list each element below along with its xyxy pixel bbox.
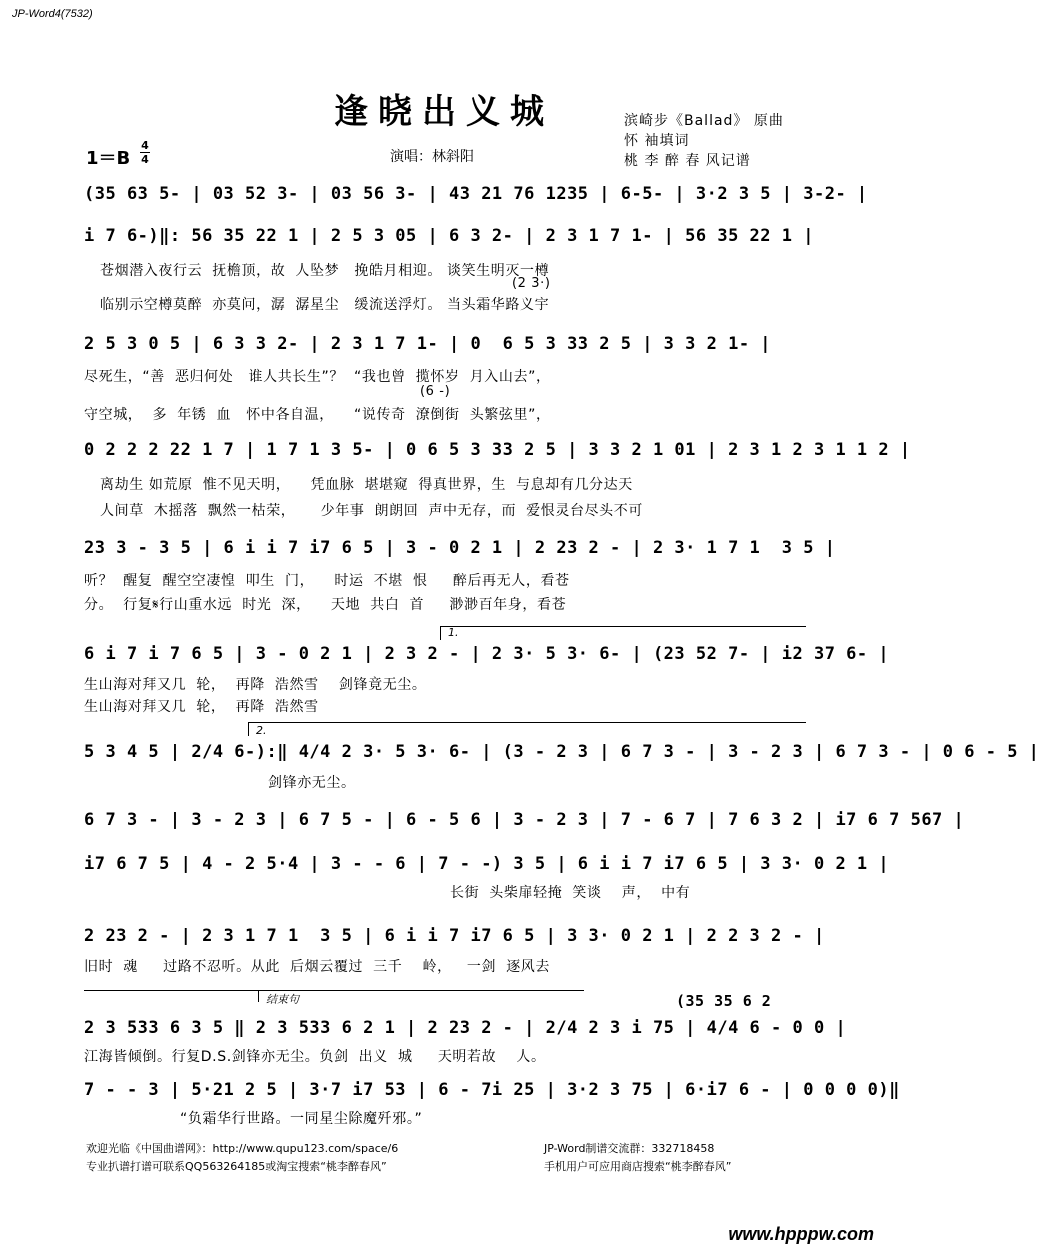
lyric-4-verse1: 离劫生 如荒原 惟不见天明， 凭血脉 堪堪窥 得真世界，生 与息却有几分达天: [100, 477, 633, 493]
second-ending-bracket-left: [248, 722, 249, 736]
lyric-5-verse2: 分。 行复𝄋行山重水远 时光 深， 天地 共白 首 渺渺百年身，看苍: [84, 597, 567, 613]
notation-line-8: 6 7 3 - | 3 - 2 3 | 6 7 5 - | 6 - 5 6 | 3 - 2 3 | 7 - 6 7 | 7 6 3 2 | i7 6 7 567 |: [84, 810, 965, 830]
lyric-2-verse1: 苍烟潜入夜行云 抚檐顶，故 人坠梦 挽皓月相迎。 谈笑生明灭一樽: [100, 263, 550, 279]
credit-lyricist: 怀 袖填词: [624, 133, 690, 149]
lyric-3-verse1: 尽死生，“善 恶归何处 谁人共长生”？ “我也曾 揽怀岁 月入山去”，: [84, 369, 551, 385]
key-signature: 1＝B: [86, 148, 131, 169]
coda-bracket-mark: [258, 990, 259, 1002]
notation-line-2: i 7 6-)‖: 56 35 22 1 | 2 5 3 05 | 6 3 2- | 2 3 1 7 1- | 56 35 22 1 |: [84, 226, 814, 246]
lyric-10: 旧时 魂 过路不忍听。从此 后烟云覆过 三千 岭， 一剑 逐风去: [84, 959, 551, 975]
first-ending-bracket: [440, 626, 806, 627]
lyric-7: 剑锋亦无尘。: [268, 775, 356, 791]
song-title: 逢晓出义城: [334, 92, 554, 132]
footer-website: 欢迎光临《中国曲谱网》：http://www.qupu123.com/space/6: [86, 1142, 399, 1155]
first-ending-bracket-left: [440, 626, 441, 640]
software-label: JP-Word4(7532): [12, 8, 93, 20]
footer-group: JP-Word制谱交流群：332718458: [544, 1142, 715, 1155]
time-top: 4: [141, 139, 149, 152]
lyric-5-verse1: 听？ 醒复 醒空空凄惶 叩生 门， 时运 不堪 恨 醉后再无人，看苍: [84, 573, 570, 589]
lyric-2-verse2: 临别示空樽莫醉 亦莫问，潺 潺星尘 缓流送浮灯。 当头霜华路义宇: [100, 297, 550, 313]
footer-contact: 专业扒谱打谱可联系QQ563264185或淘宝搜索“桃李醉春风”: [86, 1160, 387, 1173]
lyric-9: 长街 头柴扉轻掩 笑谈 声， 中有: [450, 885, 691, 901]
notation-line-7: 5 3 4 5 | 2/4 6-):‖ 4/4 2 3· 5 3· 6- | (3 - 2 3 | 6 7 3 - | 3 - 2 3 | 6 7 3 - | 0 6 - 5 |: [84, 742, 1039, 762]
notation-line-9: i7 6 7 5 | 4 - 2 5·4 | 3 - - 6 | 7 - -) 3 5 | 6 i i 7 i7 6 5 | 3 3· 0 2 1 |: [84, 854, 890, 874]
notation-line-11: 2 3 533 6 3 5 ‖ 2 3 533 6 2 1 | 2 23 2 - | 2/4 2 3 i 75 | 4/4 6 - 0 0 |: [84, 1018, 847, 1038]
coda-label: 结束句: [266, 993, 299, 1006]
intro-note: (35 35 6 2: [676, 992, 772, 1010]
credit-composer: 滨崎步《Ballad》 原曲: [624, 113, 784, 129]
lyric-11: 江海皆倾倒。行复D.S.剑锋亦无尘。负剑 出义 城 天明若故 人。: [84, 1049, 546, 1065]
lyric-6-verse1: 生山海对拜又几 轮， 再降 浩然雪 剑锋竟无尘。: [84, 677, 427, 693]
second-ending-label: 2.: [256, 724, 267, 737]
lyric-2-note: (2 3·): [512, 276, 551, 291]
footer-mobile: 手机用户可应用商店搜索“桃李醉春风”: [544, 1160, 732, 1173]
notation-line-6: 6 i 7 i 7 6 5 | 3 - 0 2 1 | 2 3 2 - | 2 3· 5 3· 6- | (23 52 7- | i2 37 6- |: [84, 644, 890, 664]
notation-line-3: 2 5 3 0 5 | 6 3 3 2- | 2 3 1 7 1- | 0 6 5 3 33 2 5 | 3 3 2 1- |: [84, 334, 772, 354]
notation-line-5: 23 3 - 3 5 | 6 i i 7 i7 6 5 | 3 - 0 2 1 | 2 23 2 - | 2 3· 1 7 1 3 5 |: [84, 538, 836, 558]
lyric-12: “负霜华行世路。一同星尘除魔歼邪。”: [180, 1111, 423, 1127]
singer: 演唱：林斜阳: [390, 149, 474, 165]
watermark: www.hpppw.com: [728, 1224, 874, 1244]
time-bottom: 4: [141, 153, 149, 166]
notation-line-10: 2 23 2 - | 2 3 1 7 1 3 5 | 6 i i 7 i7 6 5 | 3 3· 0 2 1 | 2 2 3 2 - |: [84, 926, 825, 946]
notation-line-1: (35 63 5- | 03 52 3- | 03 56 3- | 43 21 76 1235 | 6-5- | 3·2 3 5 | 3-2- |: [84, 184, 868, 204]
coda-bracket: [84, 990, 584, 991]
notation-line-4: 0 2 2 2 22 1 7 | 1 7 1 3 5- | 0 6 5 3 33 2 5 | 3 3 2 1 01 | 2 3 1 2 3 1 1 2 |: [84, 440, 911, 460]
credit-transcriber: 桃 李 醉 春 风记谱: [624, 153, 751, 169]
lyric-4-verse2: 人间草 木摇落 飘然一枯荣， 少年事 朗朗回 声中无存，而 爱恨灵台尽头不可: [100, 503, 643, 519]
lyric-6-verse2: 生山海对拜又几 轮， 再降 浩然雪: [84, 699, 319, 715]
notation-line-12: 7 - - 3 | 5·21 2 5 | 3·7 i7 53 | 6 - 7i 25 | 3·2 3 75 | 6·i7 6 - | 0 0 0 0)‖: [84, 1080, 900, 1100]
lyric-3-verse2: 守空城， 多 年锈 血 怀中各自温， “说传奇 潦倒街 头繁弦里”，: [84, 407, 551, 423]
second-ending-bracket: [248, 722, 806, 723]
lyric-3-note: (6 -): [420, 384, 451, 399]
time-signature: [140, 140, 150, 165]
first-ending-label: 1.: [448, 626, 459, 639]
